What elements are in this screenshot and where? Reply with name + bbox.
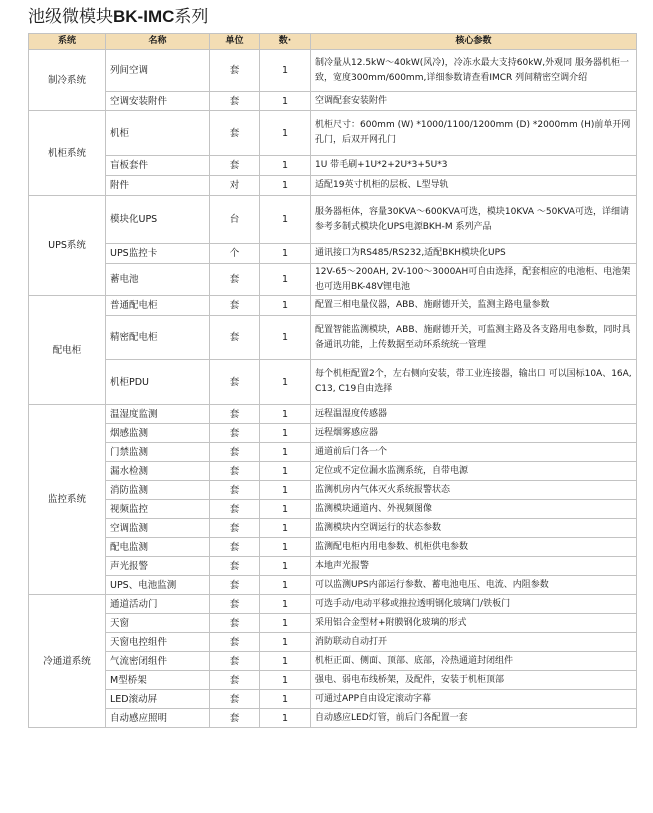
item-name: 门禁监测	[106, 443, 210, 462]
item-qty: 1	[260, 176, 311, 196]
item-name: 空调安装附件	[106, 92, 210, 111]
item-params: 采用铝合金型材+附膜钢化玻璃的形式	[311, 614, 637, 633]
item-unit: 套	[210, 652, 260, 671]
item-unit: 套	[210, 264, 260, 296]
item-params: 空调配套安装附件	[311, 92, 637, 111]
item-name: 精密配电柜	[106, 316, 210, 360]
item-qty: 1	[260, 462, 311, 481]
item-name: LED滚动屏	[106, 690, 210, 709]
page-title	[28, 4, 208, 30]
table-row	[29, 360, 637, 405]
item-params: 消防联动自动打开	[311, 633, 637, 652]
system-cell: 监控系统	[29, 405, 106, 595]
item-qty: 1	[260, 652, 311, 671]
table-row	[29, 595, 637, 614]
item-unit: 套	[210, 296, 260, 316]
item-unit: 套	[210, 595, 260, 614]
item-name: 消防监测	[106, 481, 210, 500]
item-qty: 1	[260, 92, 311, 111]
item-params: 机柜正面、侧面、顶部、底部，冷热通道封闭组件	[311, 652, 637, 671]
header-system: 系统	[29, 34, 106, 50]
item-params: 服务器柜体，容量30KVA～600KVA可选，模块10KVA ～50KVA可选，详细请参考多制式模块化UPS电源BKH-M 系列产品	[311, 196, 637, 244]
table-row	[29, 652, 637, 671]
item-params: 远程温湿度传感器	[311, 405, 637, 424]
system-cell: 冷通道系统	[29, 595, 106, 728]
item-name: 通道活动门	[106, 595, 210, 614]
item-unit: 套	[210, 316, 260, 360]
system-cell: UPS系统	[29, 196, 106, 296]
item-qty: 1	[260, 443, 311, 462]
item-unit: 套	[210, 557, 260, 576]
item-unit: 套	[210, 405, 260, 424]
table-row	[29, 316, 637, 360]
item-params: 监测配电柜内用电参数、机柜供电参数	[311, 538, 637, 557]
item-qty: 1	[260, 519, 311, 538]
table-row	[29, 264, 637, 296]
item-qty: 1	[260, 316, 311, 360]
item-qty: 1	[260, 595, 311, 614]
item-unit: 套	[210, 614, 260, 633]
item-unit: 套	[210, 671, 260, 690]
item-qty: 1	[260, 709, 311, 728]
item-unit: 套	[210, 500, 260, 519]
item-qty: 1	[260, 156, 311, 176]
item-qty: 1	[260, 196, 311, 244]
item-params: 远程烟雾感应器	[311, 424, 637, 443]
item-name: 自动感应照明	[106, 709, 210, 728]
item-name: 附件	[106, 176, 210, 196]
table-row	[29, 709, 637, 728]
table-row	[29, 443, 637, 462]
item-qty: 1	[260, 424, 311, 443]
item-unit: 套	[210, 360, 260, 405]
item-name: 空调监测	[106, 519, 210, 538]
item-name: 漏水检测	[106, 462, 210, 481]
item-name: M型桥架	[106, 671, 210, 690]
table-row	[29, 500, 637, 519]
table-row	[29, 424, 637, 443]
item-unit: 台	[210, 196, 260, 244]
item-unit: 套	[210, 633, 260, 652]
item-name: 列间空调	[106, 50, 210, 92]
item-name: 普通配电柜	[106, 296, 210, 316]
item-unit: 套	[210, 443, 260, 462]
item-unit: 套	[210, 462, 260, 481]
item-params: 配置三相电量仪器，ABB、施耐德开关，监测主路电量参数	[311, 296, 637, 316]
item-params: 12V-65～200AH, 2V-100～3000AH可自由选择，配套相应的电池柜、电池架也可选用BK-48V锂电池	[311, 264, 637, 296]
table-row	[29, 690, 637, 709]
item-unit: 套	[210, 519, 260, 538]
item-qty: 1	[260, 50, 311, 92]
item-params: 适配19英寸机柜的层板、L型导轨	[311, 176, 637, 196]
table-row	[29, 576, 637, 595]
item-name: 配电监测	[106, 538, 210, 557]
item-unit: 套	[210, 92, 260, 111]
item-params: 可通过APP自由设定滚动字幕	[311, 690, 637, 709]
item-unit: 套	[210, 50, 260, 92]
table-row	[29, 557, 637, 576]
item-params: 每个机柜配置2个，左右侧向安装，带工业连接器，输出口 可以国标10A、16A, C13, C19自由选择	[311, 360, 637, 405]
item-unit: 套	[210, 481, 260, 500]
item-params: 通道前后门各一个	[311, 443, 637, 462]
item-params: 可选手动/电动平移或推拉透明钢化玻璃门/铁板门	[311, 595, 637, 614]
table-row	[29, 462, 637, 481]
item-unit: 套	[210, 690, 260, 709]
item-name: 蓄电池	[106, 264, 210, 296]
item-qty: 1	[260, 671, 311, 690]
header-params: 核心参数	[311, 34, 637, 50]
system-cell: 机柜系统	[29, 111, 106, 196]
table-row	[29, 156, 637, 176]
header-unit: 单位	[210, 34, 260, 50]
item-unit: 套	[210, 111, 260, 156]
item-qty: 1	[260, 557, 311, 576]
title-prefix: 池级微模块	[28, 7, 113, 27]
item-unit: 个	[210, 244, 260, 264]
item-name: 视频监控	[106, 500, 210, 519]
item-name: UPS监控卡	[106, 244, 210, 264]
item-qty: 1	[260, 690, 311, 709]
item-qty: 1	[260, 538, 311, 557]
item-name: 盲板套件	[106, 156, 210, 176]
item-qty: 1	[260, 576, 311, 595]
table-row	[29, 614, 637, 633]
item-params: 可以监测UPS内部运行参数、蓄电池电压、电流、内阻参数	[311, 576, 637, 595]
item-qty: 1	[260, 360, 311, 405]
title-suffix: 系列	[174, 7, 209, 27]
item-qty: 1	[260, 481, 311, 500]
item-name: 气流密闭组件	[106, 652, 210, 671]
item-unit: 套	[210, 709, 260, 728]
item-params: 监测机房内气体灭火系统报警状态	[311, 481, 637, 500]
item-params: 定位或不定位漏水监测系统，自带电源	[311, 462, 637, 481]
header-name: 名称	[106, 34, 210, 50]
table-row	[29, 176, 637, 196]
item-qty: 1	[260, 500, 311, 519]
header-row	[29, 34, 637, 50]
item-qty: 1	[260, 264, 311, 296]
item-qty: 1	[260, 244, 311, 264]
item-name: 天窗电控组件	[106, 633, 210, 652]
table-row	[29, 244, 637, 264]
item-params: 自动感应LED灯管，前后门各配置一套	[311, 709, 637, 728]
spec-table	[28, 33, 637, 728]
table-row	[29, 50, 637, 92]
table-row	[29, 481, 637, 500]
item-name: UPS、电池监测	[106, 576, 210, 595]
item-name: 天窗	[106, 614, 210, 633]
system-cell: 配电柜	[29, 296, 106, 405]
item-unit: 套	[210, 424, 260, 443]
item-qty: 1	[260, 405, 311, 424]
table-row	[29, 538, 637, 557]
item-qty: 1	[260, 633, 311, 652]
item-name: 机柜PDU	[106, 360, 210, 405]
item-name: 温湿度监测	[106, 405, 210, 424]
item-params: 配置智能监测模块，ABB、施耐德开关，可监测主路及各支路用电参数，同时具备通讯功能，上传数据至动环系统统一管理	[311, 316, 637, 360]
item-name: 机柜	[106, 111, 210, 156]
item-params: 通讯接口为RS485/RS232,适配BKH模块化UPS	[311, 244, 637, 264]
table-row	[29, 519, 637, 538]
item-params: 机柜尺寸：600mm (W) *1000/1100/1200mm (D) *2000mm (H)前单开网孔门，后双开网孔门	[311, 111, 637, 156]
item-name: 声光报警	[106, 557, 210, 576]
item-params: 本地声光报警	[311, 557, 637, 576]
item-unit: 对	[210, 176, 260, 196]
item-unit: 套	[210, 576, 260, 595]
item-qty: 1	[260, 296, 311, 316]
table-row	[29, 111, 637, 156]
item-qty: 1	[260, 111, 311, 156]
table-row	[29, 196, 637, 244]
header-qty: 数·	[260, 34, 311, 50]
item-qty: 1	[260, 614, 311, 633]
table-row	[29, 633, 637, 652]
table-row	[29, 296, 637, 316]
item-params: 强电、弱电布线桥架，及配件，安装于机柜顶部	[311, 671, 637, 690]
item-params: 制冷量从12.5kW～40kW(风冷)，冷冻水最大支持60kW,外观同 服务器机柜一致，宽度300mm/600mm,详细参数请查看IMCR 列间精密空调介绍	[311, 50, 637, 92]
table-row	[29, 92, 637, 111]
item-params: 监测模块内空调运行的状态参数	[311, 519, 637, 538]
table-row	[29, 671, 637, 690]
item-unit: 套	[210, 156, 260, 176]
item-unit: 套	[210, 538, 260, 557]
item-name: 烟感监测	[106, 424, 210, 443]
item-name: 模块化UPS	[106, 196, 210, 244]
title-model: BK-IMC	[113, 7, 175, 26]
table-row	[29, 405, 637, 424]
system-cell: 制冷系统	[29, 50, 106, 111]
item-params: 1U 带毛刷+1U*2+2U*3+5U*3	[311, 156, 637, 176]
item-params: 监测模块通道内、外视频图像	[311, 500, 637, 519]
